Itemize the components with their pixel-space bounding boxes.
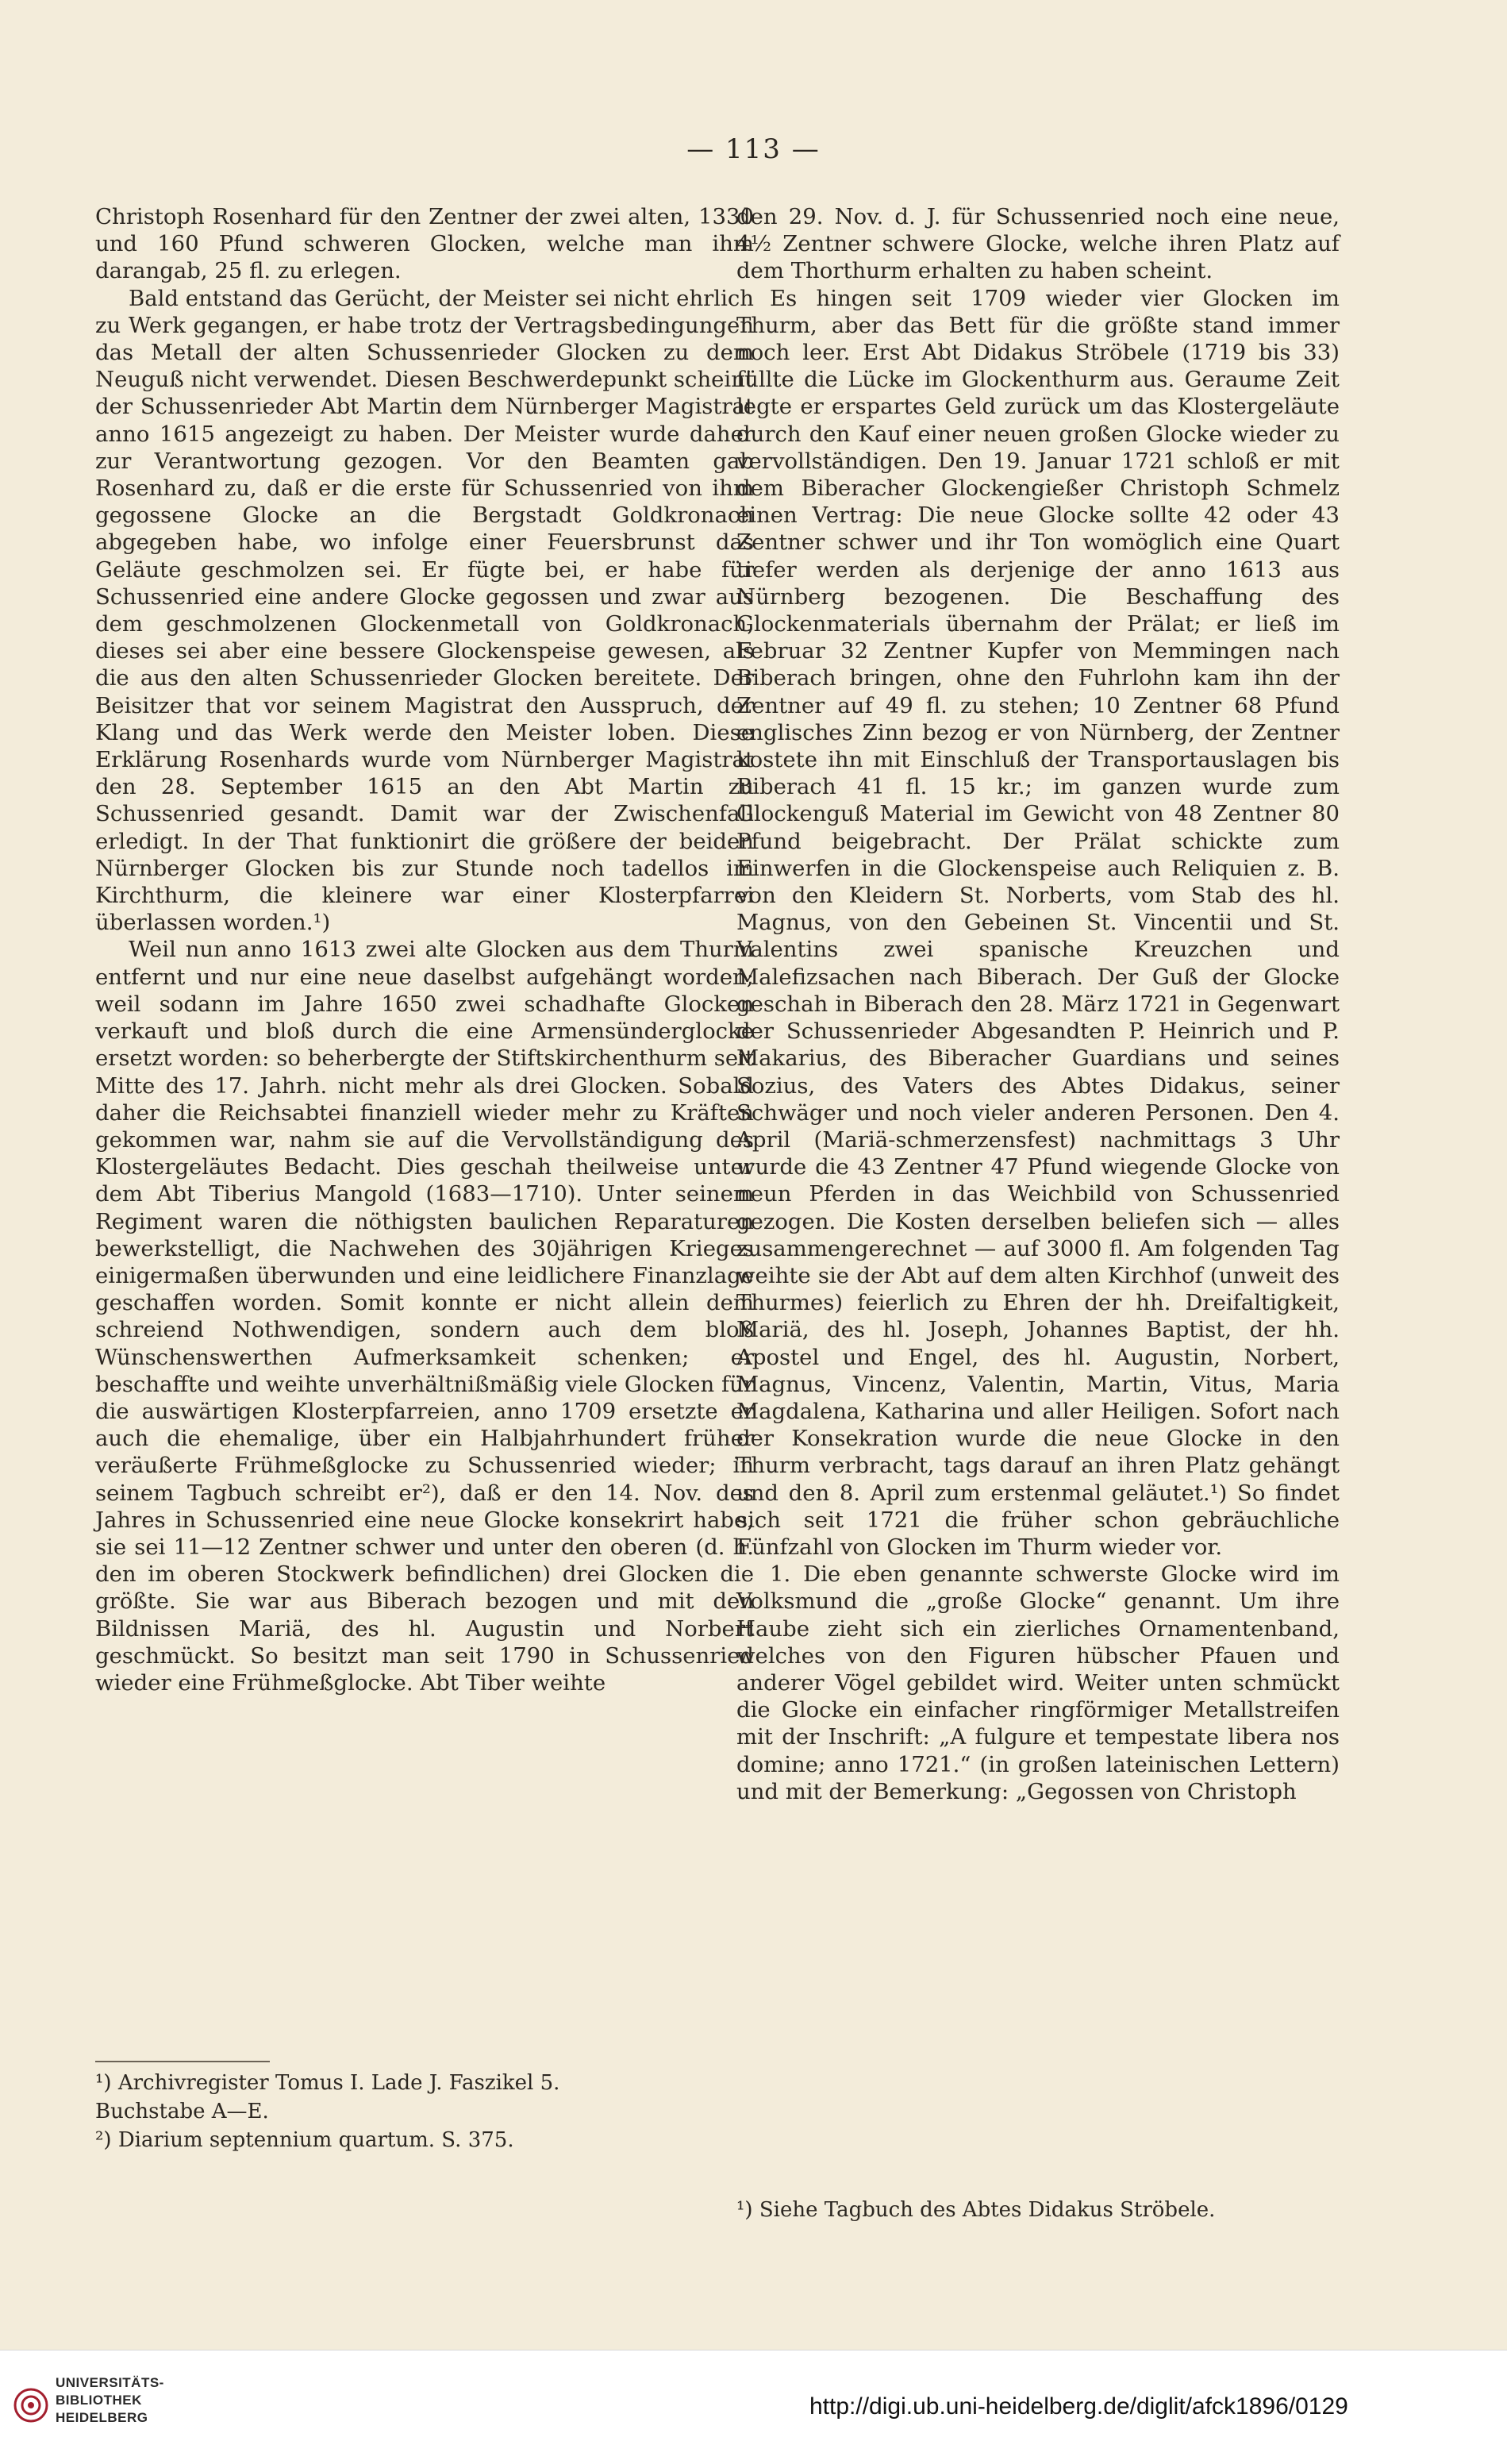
paragraph: den 29. Nov. d. J. für Schussenried noch eine neue, 4½ Zentner schwere Glocke, welche ihren Platz auf dem Thorthurm erhalten zu haben scheint. [736, 204, 1340, 284]
library-name-line: HEIDELBERG [56, 2410, 148, 2425]
paragraph: Christoph Rosenhard für den Zentner der zwei alten, 1330 und 160 Pfund schweren Glocken, welche man ihm darangab, 25 fl. zu erlegen. [95, 204, 754, 284]
paragraph: 1. Die eben genannte schwerste Glocke wird im Volksmund die „große Glocke“ genannt. Um ihre Haube zieht sich ein zierliches Ornamentenband, welches von den Figuren hübscher Pfauen und anderer Vögel gebildet wird. Weiter unten schmückt die Glocke ein einfacher ringförmiger Metallstreifen mit der Inschrift: „A fulgure et tempestate libera nos domine; anno 1721.“ (in großen lateinischen Lettern) und mit der Bemerkung: „Gegossen von Christoph [736, 1561, 1340, 1804]
paragraph: Weil nun anno 1613 zwei alte Glocken aus dem Thurm entfernt und nur eine neue daselbst aufgehängt worden; weil sodann im Jahre 1650 zwei schadhafte Glocken verkauft und bloß durch die eine Armensünderglocke ersetzt worden: so beherbergte der Stiftskirchenthurm seit Mitte des 17. Jahrh. nicht mehr als drei Glocken. Sobald daher die Reichsabtei finanziell wieder mehr zu Kräften gekommen war, nahm sie auf die Vervollständigung des Klostergeläutes Bedacht. Dies geschah theilweise unter dem Abt Tiberius Mangold (1683—1710). Unter seinem Regiment waren die nöthigsten baulichen Reparaturen bewerkstelligt, die Nachwehen des 30jährigen Krieges einigermaßen überwunden und eine leidlichere Finanzlage geschaffen worden. Somit konnte er nicht allein dem schreiend Nothwendigen, sondern auch dem bloß Wünschenswerthen Aufmerksamkeit schenken; er beschaffte und weihte unverhältnißmäßig viele Glocken für die auswärtigen Klosterpfarreien, anno 1709 ersetzte er auch die ehemalige, über ein Halbjahrhundert früher veräußerte Frühmeßglocke zu Schussenried wieder; in seinem Tagbuch schreibt er²), daß er den 14. Nov. des Jahres in Schussenried eine neue Glocke konsekrirt habe, sie sei 11—12 Zentner schwer und unter den oberen (d. h. den im oberen Stockwerk befindlichen) drei Glocken die größte. Sie war aus Biberach bezogen und mit den Bildnissen Mariä, des hl. Augustin und Norbert geschmückt. So besitzt man seit 1790 in Schussenried wieder eine Frühmeßglocke. Abt Tiber weihte [95, 937, 755, 1696]
footnote: ²) Diarium septennium quartum. S. 375. [95, 2128, 514, 2152]
right-column [736, 203, 1340, 1805]
library-footer [0, 2350, 1507, 2464]
page-number: — 113 — [686, 133, 821, 165]
footnotes-left [95, 2069, 635, 2154]
left-column [95, 203, 754, 1696]
permalink-url[interactable]: http://digi.ub.uni-heidelberg.de/diglit/afck1896/0129 [809, 2393, 1348, 2420]
footnote: ¹) Archivregister Tomus I. Lade J. Faszikel 5. Buchstabe A—E. [95, 2071, 560, 2123]
university-library-logo-icon [13, 2387, 49, 2424]
paragraph: Es hingen seit 1709 wieder vier Glocken im Thurm, aber das Bett für die größte stand immer noch leer. Erst Abt Didakus Ströbele (1719 bis 33) füllte die Lücke im Glockenthurm aus. Geraume Zeit legte er erspartes Geld zurück um das Klostergeläute durch den Kauf einer neuen großen Glocke wieder zu vervollständigen. Den 19. Januar 1721 schloß er mit dem Biberacher Glockengießer Christoph Schmelz einen Vertrag: Die neue Glocke sollte 42 oder 43 Zentner schwer und ihr Ton womöglich eine Quart tiefer werden als derjenige der anno 1613 aus Nürnberg bezogenen. Die Beschaffung des Glockenmaterials übernahm der Prälat; er ließ im Februar 32 Zentner Kupfer von Memmingen nach Biberach bringen, ohne den Fuhrlohn kam ihn der Zentner auf 49 fl. zu stehen; 10 Zentner 68 Pfund englisches Zinn bezog er von Nürnberg, der Zentner kostete ihn mit Einschluß der Transportauslagen bis Biberach 41 fl. 15 kr.; im ganzen wurde zum Glockenguß Material im Gewicht von 48 Zentner 80 Pfund beigebracht. Der Prälat schickte zum Einwerfen in die Glockenspeise auch Reliquien z. B. von den Kleidern St. Norberts, vom Stab des hl. Magnus, von den Gebeinen St. Vincentii und St. Valentins zwei spanische Kreuzchen und Malefizsachen nach Biberach. Der Guß der Glocke geschah in Biberach den 28. März 1721 in Gegenwart der Schussenrieder Abgesandten P. Heinrich und P. Makarius, des Biberacher Guardians und seines Sozius, des Vaters des Abtes Didakus, seiner Schwäger und noch vieler anderen Personen. Den 4. April (Mariä-schmerzensfest) nachmittags 3 Uhr wurde die 43 Zentner 47 Pfund wiegende Glocke von neun Pferden in das Weichbild von Schussenried gezogen. Die Kosten derselben beliefen sich — alles zusammengerechnet — auf 3000 fl. Am folgenden Tag weihte sie der Abt auf dem alten Kirchhof (unweit des Thurmes) feierlich zu Ehren der hh. Dreifaltigkeit, Mariä, des hl. Joseph, Johannes Baptist, der hh. Apostel und Engel, des hl. Augustin, Norbert, Magnus, Vincenz, Valentin, Martin, Vitus, Maria Magdalena, Katharina und aller Heiligen. Sofort nach der Konsekration wurde die neue Glocke in den Thurm verbracht, tags darauf an ihren Platz gehängt und den 8. April zum erstenmal geläutet.¹) So findet sich seit 1721 die früher schon gebräuchliche Fünfzahl von Glocken im Thurm wieder vor. [736, 285, 1340, 1560]
footnote: ¹) Siehe Tagbuch des Abtes Didakus Ströbele. [736, 2198, 1216, 2222]
library-name-line: UNIVERSITÄTS- [56, 2375, 164, 2390]
library-name-line: BIBLIOTHEK [56, 2393, 142, 2408]
paragraph: Bald entstand das Gerücht, der Meister sei nicht ehrlich zu Werk gegangen, er habe trotz der Vertragsbedingungen das Metall der alten Schussenrieder Glocken zu dem Neuguß nicht verwendet. Diesen Beschwerdepunkt scheint der Schussenrieder Abt Martin dem Nürnberger Magistrat anno 1615 angezeigt zu haben. Der Meister wurde daher zur Verantwortung gezogen. Vor den Beamten gab Rosenhard zu, daß er die erste für Schussenried von ihm gegossene Glocke an die Bergstadt Goldkronach abgegeben habe, wo infolge einer Feuersbrunst das Geläute geschmolzen sei. Er fügte bei, er habe für Schussenried eine andere Glocke gegossen und zwar aus dem geschmolzenen Glockenmetall von Goldkronach, dieses sei aber eine bessere Glockenspeise gewesen, als die aus den alten Schussenrieder Glocken bereitete. Der Beisitzer that vor seinem Magistrat den Ausspruch, der Klang und das Werk werde den Meister loben. Diese Erklärung Rosenhards wurde vom Nürnberger Magistrat den 28. September 1615 an den Abt Martin zu Schussenried gesandt. Damit war der Zwischenfall erledigt. In der That funktionirt die größere der beiden Nürnberger Glocken bis zur Stunde noch tadellos im Kirchthurm, die kleinere war einer Klosterpfarrei überlassen worden.¹) [95, 285, 754, 936]
library-name [56, 2374, 164, 2427]
footnote-divider [95, 2061, 270, 2062]
footnotes-right [736, 2196, 1340, 2224]
